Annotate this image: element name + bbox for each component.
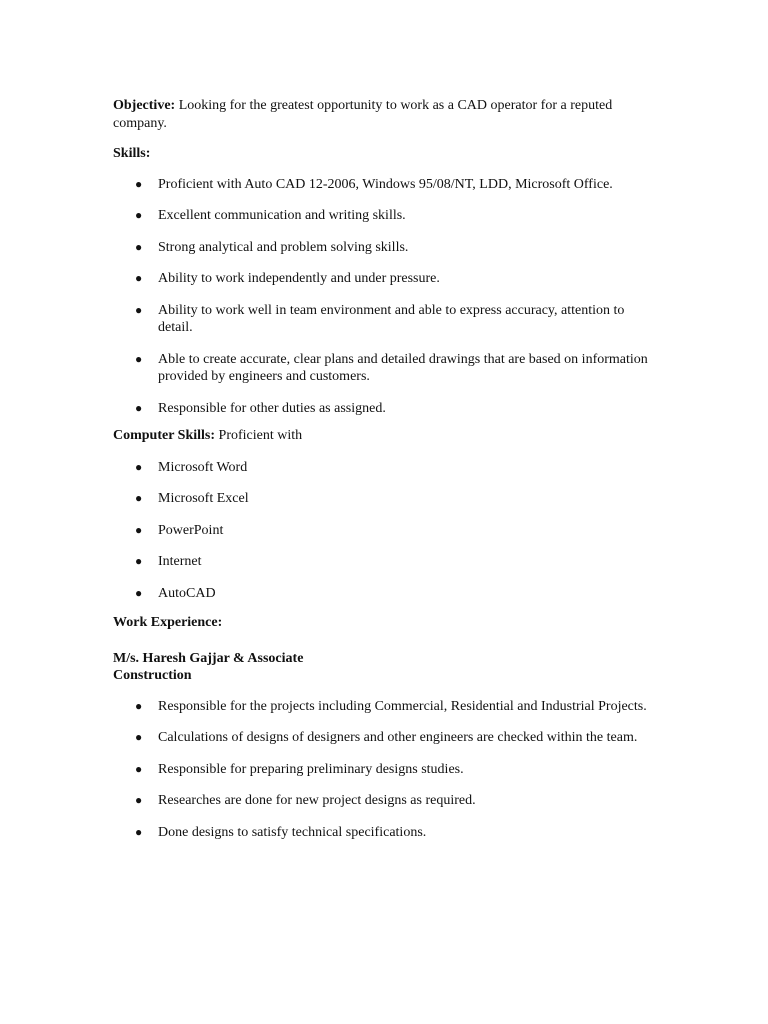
list-item: [113, 553, 658, 571]
bullet-icon: ●: [135, 239, 143, 254]
bullet-icon: ●: [135, 554, 143, 568]
skills-heading: Skills:: [113, 146, 151, 161]
list-item: [113, 459, 658, 477]
bullet-icon: ●: [135, 761, 143, 776]
list-item: [113, 490, 658, 508]
bullet-icon: ●: [135, 585, 143, 600]
company-name: M/s. Haresh Gajjar & Associate: [113, 650, 304, 666]
bullet-icon: ●: [135, 208, 143, 222]
bullet-icon: ●: [135, 271, 143, 285]
computer-skill-text: PowerPoint: [158, 522, 224, 538]
skill-text: Responsible for other duties as assigned.: [158, 400, 386, 416]
bullet-icon: ●: [135, 730, 143, 744]
list-item: [113, 761, 658, 779]
work-item-text: Calculations of designs of designers and other engineers are checked within the team.: [158, 730, 638, 745]
list-item: [113, 698, 658, 716]
work-item-text: Responsible for preparing preliminary designs studies.: [158, 761, 464, 777]
objective-label: Objective:: [113, 98, 176, 113]
objective-paragraph: [113, 97, 658, 132]
bullet-icon: ●: [135, 351, 143, 366]
work-item-text: Responsible for the projects including Commercial, Residential and Industrial Projects.: [158, 698, 647, 714]
computer-skills-label: Computer Skills:: [113, 428, 216, 443]
list-item: [113, 729, 658, 747]
list-item: [113, 302, 658, 337]
bullet-icon: ●: [135, 400, 143, 415]
work-item-text: Done designs to satisfy technical specifications.: [158, 824, 427, 840]
work-item-text: Researches are done for new project designs as required.: [158, 793, 476, 808]
objective-text: Looking for the greatest opportunity to work as a CAD operator for a reputed company.: [113, 98, 613, 131]
skill-text: Proficient with Auto CAD 12-2006, Windows 95/08/NT, LDD, Microsoft Office.: [158, 176, 613, 192]
list-item: [113, 522, 658, 540]
bullet-icon: ●: [135, 824, 143, 839]
computer-skills-text: Proficient with: [215, 428, 303, 443]
company-type: Construction: [113, 668, 192, 683]
computer-skill-text: Internet: [158, 554, 202, 569]
list-item: [113, 792, 658, 810]
list-item: [113, 207, 658, 225]
skill-text: Ability to work independently and under pressure.: [158, 271, 440, 286]
bullet-icon: ●: [135, 698, 143, 713]
list-item: [113, 176, 658, 194]
list-item: [113, 400, 658, 418]
bullet-icon: ●: [135, 491, 143, 505]
list-item: [113, 270, 658, 288]
bullet-icon: ●: [135, 522, 143, 537]
skill-text: Excellent communication and writing skills.: [158, 208, 406, 223]
list-item: [113, 351, 658, 386]
list-item: [113, 585, 658, 603]
bullet-icon: ●: [135, 459, 143, 474]
skills-list: [113, 176, 658, 418]
bullet-icon: ●: [135, 302, 143, 317]
computer-skills-list: [113, 459, 658, 603]
computer-skill-text: AutoCAD: [158, 585, 216, 601]
company-block: [113, 650, 658, 685]
work-experience-heading: Work Experience:: [113, 615, 223, 630]
bullet-icon: ●: [135, 176, 143, 191]
list-item: [113, 239, 658, 257]
work-experience-list: [113, 698, 658, 842]
resume-page: [113, 97, 658, 855]
bullet-icon: ●: [135, 793, 143, 807]
skill-text: Strong analytical and problem solving skills.: [158, 239, 409, 255]
skill-text: Ability to work well in team environment and able to express accuracy, attention to detail.: [158, 302, 625, 335]
computer-skills-paragraph: [113, 427, 658, 445]
computer-skill-text: Microsoft Excel: [158, 491, 249, 506]
skill-text: Able to create accurate, clear plans and detailed drawings that are based on information provided by engineers and customers.: [158, 351, 648, 384]
computer-skill-text: Microsoft Word: [158, 459, 248, 475]
list-item: [113, 824, 658, 842]
